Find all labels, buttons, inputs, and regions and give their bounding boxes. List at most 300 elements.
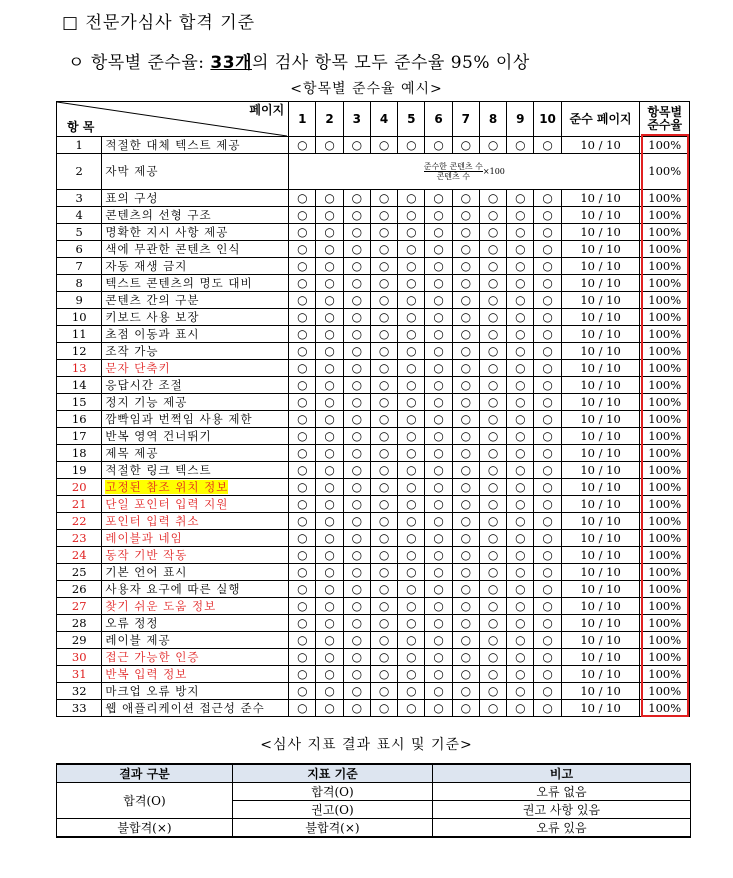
item-name-text: 콘텐츠의 선형 구조 — [105, 207, 212, 222]
check-circle: ○ — [479, 445, 506, 462]
item-name — [102, 241, 289, 258]
check-circle: ○ — [343, 666, 370, 683]
item-number: 22 — [57, 513, 102, 530]
check-circle: ○ — [507, 190, 534, 207]
check-circle: ○ — [316, 258, 343, 275]
item-rate: 100% — [640, 309, 690, 326]
item-name — [102, 428, 289, 445]
check-circle: ○ — [316, 207, 343, 224]
table-row — [57, 683, 690, 700]
table-row — [57, 292, 690, 309]
item-number: 33 — [57, 700, 102, 717]
page-col-header: 2 — [316, 102, 343, 137]
table-row — [57, 411, 690, 428]
check-circle: ○ — [370, 649, 397, 666]
check-circle: ○ — [425, 326, 452, 343]
check-circle: ○ — [316, 564, 343, 581]
item-name — [102, 496, 289, 513]
check-circle: ○ — [398, 615, 425, 632]
table-row — [57, 309, 690, 326]
check-circle: ○ — [370, 547, 397, 564]
table-row — [57, 649, 690, 666]
item-name-text: 키보드 사용 보장 — [105, 309, 200, 324]
check-circle: ○ — [452, 258, 479, 275]
check-circle: ○ — [343, 547, 370, 564]
check-circle: ○ — [425, 137, 452, 154]
item-rate: 100% — [640, 360, 690, 377]
check-circle: ○ — [479, 377, 506, 394]
check-circle: ○ — [507, 513, 534, 530]
check-circle: ○ — [343, 394, 370, 411]
check-circle: ○ — [425, 275, 452, 292]
result-header-cell: 지표 기준 — [233, 764, 433, 783]
compliant-pages: 10 / 10 — [561, 462, 640, 479]
check-circle: ○ — [479, 309, 506, 326]
check-circle: ○ — [343, 462, 370, 479]
check-circle: ○ — [316, 428, 343, 445]
item-number: 15 — [57, 394, 102, 411]
check-circle: ○ — [316, 190, 343, 207]
check-circle: ○ — [289, 513, 316, 530]
table-row — [57, 326, 690, 343]
check-circle: ○ — [398, 207, 425, 224]
check-circle: ○ — [398, 479, 425, 496]
item-rate: 100% — [640, 275, 690, 292]
check-circle: ○ — [534, 394, 561, 411]
check-circle: ○ — [343, 496, 370, 513]
item-name — [102, 462, 289, 479]
check-circle: ○ — [452, 479, 479, 496]
check-circle: ○ — [343, 360, 370, 377]
check-circle: ○ — [370, 632, 397, 649]
item-name — [102, 513, 289, 530]
check-circle: ○ — [289, 411, 316, 428]
check-circle: ○ — [289, 666, 316, 683]
check-circle: ○ — [534, 530, 561, 547]
table-row — [57, 530, 690, 547]
check-circle: ○ — [398, 190, 425, 207]
check-circle: ○ — [343, 530, 370, 547]
formula-multiplier: ×100 — [482, 167, 505, 176]
table-row — [57, 666, 690, 683]
check-circle: ○ — [316, 666, 343, 683]
check-circle: ○ — [425, 581, 452, 598]
item-name — [102, 649, 289, 666]
compliant-pages: 10 / 10 — [561, 411, 640, 428]
item-name-text: 포인터 입력 취소 — [105, 513, 200, 528]
check-circle: ○ — [316, 513, 343, 530]
check-circle: ○ — [452, 309, 479, 326]
check-circle: ○ — [343, 564, 370, 581]
check-circle: ○ — [289, 360, 316, 377]
check-circle: ○ — [507, 224, 534, 241]
item-number: 32 — [57, 683, 102, 700]
item-name-text: 웹 애플리케이션 접근성 준수 — [105, 700, 265, 715]
page-col-header: 9 — [507, 102, 534, 137]
check-circle: ○ — [398, 581, 425, 598]
item-rate: 100% — [640, 530, 690, 547]
item-number: 21 — [57, 496, 102, 513]
check-circle: ○ — [289, 377, 316, 394]
check-circle: ○ — [507, 343, 534, 360]
check-circle: ○ — [479, 411, 506, 428]
item-name — [102, 683, 289, 700]
item-rate: 100% — [640, 683, 690, 700]
check-circle: ○ — [289, 207, 316, 224]
check-circle: ○ — [398, 224, 425, 241]
item-name-text: 콘텐츠 간의 구분 — [105, 292, 200, 307]
check-circle: ○ — [534, 428, 561, 445]
check-circle: ○ — [316, 343, 343, 360]
check-circle: ○ — [534, 360, 561, 377]
check-circle: ○ — [343, 411, 370, 428]
check-circle: ○ — [534, 207, 561, 224]
check-circle: ○ — [343, 683, 370, 700]
item-name — [102, 207, 289, 224]
item-number: 27 — [57, 598, 102, 615]
criterion-cell: 합격(O) — [233, 783, 433, 801]
page-col-header: 6 — [425, 102, 452, 137]
check-circle: ○ — [398, 394, 425, 411]
check-circle: ○ — [479, 666, 506, 683]
check-circle: ○ — [452, 137, 479, 154]
check-circle: ○ — [343, 615, 370, 632]
check-circle: ○ — [534, 581, 561, 598]
check-circle: ○ — [316, 137, 343, 154]
check-circle: ○ — [370, 326, 397, 343]
check-circle: ○ — [370, 666, 397, 683]
check-circle: ○ — [398, 598, 425, 615]
check-circle: ○ — [479, 700, 506, 717]
table-row — [57, 581, 690, 598]
check-circle: ○ — [534, 615, 561, 632]
item-rate: 100% — [640, 411, 690, 428]
check-circle: ○ — [316, 598, 343, 615]
check-circle: ○ — [398, 683, 425, 700]
result-header-cell: 결과 구분 — [57, 764, 233, 783]
check-circle: ○ — [452, 530, 479, 547]
item-rate: 100% — [640, 462, 690, 479]
check-circle: ○ — [289, 190, 316, 207]
check-circle: ○ — [452, 360, 479, 377]
check-circle: ○ — [289, 258, 316, 275]
check-circle: ○ — [316, 292, 343, 309]
check-circle: ○ — [370, 343, 397, 360]
table-row — [57, 598, 690, 615]
check-circle: ○ — [507, 479, 534, 496]
check-circle: ○ — [507, 683, 534, 700]
item-name-text: 레이블 제공 — [105, 632, 171, 647]
item-number: 1 — [57, 137, 102, 154]
check-circle: ○ — [534, 547, 561, 564]
check-circle: ○ — [316, 615, 343, 632]
check-circle: ○ — [425, 462, 452, 479]
check-circle: ○ — [370, 207, 397, 224]
check-circle: ○ — [534, 598, 561, 615]
compliant-pages: 10 / 10 — [561, 207, 640, 224]
result-caption: <심사 지표 결과 표시 및 기준> — [260, 737, 473, 753]
check-circle: ○ — [425, 377, 452, 394]
check-circle: ○ — [370, 377, 397, 394]
check-circle: ○ — [398, 360, 425, 377]
item-rate: 100% — [640, 598, 690, 615]
check-circle: ○ — [370, 581, 397, 598]
item-rate: 100% — [640, 581, 690, 598]
check-circle: ○ — [507, 462, 534, 479]
check-circle: ○ — [507, 137, 534, 154]
item-number: 7 — [57, 258, 102, 275]
check-circle: ○ — [370, 309, 397, 326]
compliant-pages: 10 / 10 — [561, 292, 640, 309]
check-circle: ○ — [370, 360, 397, 377]
compliant-pages: 10 / 10 — [561, 137, 640, 154]
compliant-pages-header: 준수 페이지 — [561, 102, 640, 137]
check-circle: ○ — [425, 394, 452, 411]
check-circle: ○ — [370, 190, 397, 207]
compliant-pages: 10 / 10 — [561, 394, 640, 411]
check-circle: ○ — [343, 241, 370, 258]
table-row — [57, 377, 690, 394]
table-row — [57, 137, 690, 154]
check-circle: ○ — [289, 292, 316, 309]
item-number: 26 — [57, 581, 102, 598]
item-number: 6 — [57, 241, 102, 258]
item-name — [102, 258, 289, 275]
check-circle: ○ — [452, 326, 479, 343]
check-circle: ○ — [507, 649, 534, 666]
check-circle: ○ — [398, 411, 425, 428]
check-circle: ○ — [370, 513, 397, 530]
check-circle: ○ — [452, 428, 479, 445]
item-rate: 100% — [640, 258, 690, 275]
item-number: 2 — [57, 154, 102, 190]
item-rate: 100% — [640, 326, 690, 343]
item-name — [102, 394, 289, 411]
subtitle-prefix: ㅇ 항목별 준수율: — [68, 53, 211, 73]
item-rate: 100% — [640, 137, 690, 154]
item-number: 11 — [57, 326, 102, 343]
check-circle: ○ — [370, 275, 397, 292]
check-circle: ○ — [425, 649, 452, 666]
item-name — [102, 154, 289, 190]
check-circle: ○ — [534, 700, 561, 717]
page-header-label: 페이지 — [249, 103, 285, 117]
note-cell: 오류 없음 — [433, 783, 691, 801]
compliant-pages: 10 / 10 — [561, 479, 640, 496]
check-circle: ○ — [425, 632, 452, 649]
item-name-text: 사용자 요구에 따른 실행 — [105, 581, 241, 596]
check-circle: ○ — [534, 683, 561, 700]
page-col-header: 1 — [289, 102, 316, 137]
check-circle: ○ — [316, 683, 343, 700]
check-circle: ○ — [534, 137, 561, 154]
item-header-label: 항 목 — [67, 120, 95, 134]
check-circle: ○ — [316, 479, 343, 496]
item-name — [102, 343, 289, 360]
item-number: 4 — [57, 207, 102, 224]
check-circle: ○ — [370, 428, 397, 445]
check-circle: ○ — [370, 564, 397, 581]
compliant-pages: 10 / 10 — [561, 598, 640, 615]
check-circle: ○ — [534, 309, 561, 326]
compliant-pages: 10 / 10 — [561, 360, 640, 377]
item-name — [102, 615, 289, 632]
check-circle: ○ — [316, 360, 343, 377]
check-circle: ○ — [398, 343, 425, 360]
check-circle: ○ — [534, 258, 561, 275]
check-circle: ○ — [343, 190, 370, 207]
result-header-cell: 비고 — [433, 764, 691, 783]
compliant-pages: 10 / 10 — [561, 683, 640, 700]
check-circle: ○ — [425, 564, 452, 581]
item-rate: 100% — [640, 154, 690, 190]
check-circle: ○ — [343, 649, 370, 666]
check-circle: ○ — [289, 343, 316, 360]
item-rate: 100% — [640, 241, 690, 258]
item-name — [102, 564, 289, 581]
item-name-text: 조작 가능 — [105, 343, 159, 358]
check-circle: ○ — [479, 275, 506, 292]
item-rate: 100% — [640, 513, 690, 530]
item-name — [102, 292, 289, 309]
check-circle: ○ — [479, 632, 506, 649]
item-number: 24 — [57, 547, 102, 564]
check-circle: ○ — [479, 326, 506, 343]
check-circle: ○ — [452, 292, 479, 309]
check-circle: ○ — [289, 547, 316, 564]
check-circle: ○ — [507, 564, 534, 581]
check-circle: ○ — [398, 428, 425, 445]
compliant-pages: 10 / 10 — [561, 615, 640, 632]
check-circle: ○ — [452, 513, 479, 530]
check-circle: ○ — [479, 241, 506, 258]
check-circle: ○ — [398, 377, 425, 394]
check-circle: ○ — [425, 224, 452, 241]
item-number: 19 — [57, 462, 102, 479]
compliant-pages: 10 / 10 — [561, 275, 640, 292]
table-row — [57, 360, 690, 377]
check-circle: ○ — [289, 564, 316, 581]
check-circle: ○ — [343, 224, 370, 241]
check-circle: ○ — [507, 360, 534, 377]
compliant-pages: 10 / 10 — [561, 343, 640, 360]
check-circle: ○ — [479, 581, 506, 598]
check-circle: ○ — [316, 411, 343, 428]
item-name-text: 자막 제공 — [105, 164, 159, 178]
check-circle: ○ — [343, 207, 370, 224]
table-row — [57, 564, 690, 581]
check-circle: ○ — [479, 428, 506, 445]
item-rate: 100% — [640, 377, 690, 394]
check-circle: ○ — [479, 190, 506, 207]
check-circle: ○ — [425, 683, 452, 700]
check-circle: ○ — [507, 326, 534, 343]
item-name-text: 레이블과 네임 — [105, 530, 183, 545]
item-count: 33개 — [210, 53, 252, 73]
table-row — [57, 190, 690, 207]
item-name-text: 정지 기능 제공 — [105, 394, 188, 409]
check-circle: ○ — [507, 411, 534, 428]
table-row — [57, 258, 690, 275]
item-name-text: 오류 정정 — [105, 615, 159, 630]
item-number: 18 — [57, 445, 102, 462]
item-name-text: 응답시간 조절 — [105, 377, 183, 392]
item-name — [102, 190, 289, 207]
check-circle: ○ — [289, 683, 316, 700]
item-name-text: 반복 입력 정보 — [105, 666, 188, 681]
check-circle: ○ — [370, 224, 397, 241]
check-circle: ○ — [289, 479, 316, 496]
check-circle: ○ — [343, 258, 370, 275]
check-circle: ○ — [343, 137, 370, 154]
item-name-text: 적절한 링크 텍스트 — [105, 462, 212, 477]
check-circle: ○ — [452, 190, 479, 207]
check-circle: ○ — [507, 598, 534, 615]
table-row — [57, 394, 690, 411]
check-circle: ○ — [370, 700, 397, 717]
compliant-pages: 10 / 10 — [561, 700, 640, 717]
item-rate: 100% — [640, 547, 690, 564]
check-circle: ○ — [534, 462, 561, 479]
check-circle: ○ — [316, 547, 343, 564]
check-circle: ○ — [289, 581, 316, 598]
item-name — [102, 326, 289, 343]
item-name — [102, 666, 289, 683]
table-row — [57, 445, 690, 462]
table-row — [57, 224, 690, 241]
check-circle: ○ — [425, 700, 452, 717]
check-circle: ○ — [316, 326, 343, 343]
check-circle: ○ — [289, 615, 316, 632]
check-circle: ○ — [425, 309, 452, 326]
item-rate: 100% — [640, 700, 690, 717]
check-circle: ○ — [534, 343, 561, 360]
check-circle: ○ — [316, 394, 343, 411]
check-circle: ○ — [425, 496, 452, 513]
check-circle: ○ — [398, 530, 425, 547]
check-circle: ○ — [398, 309, 425, 326]
check-circle: ○ — [289, 428, 316, 445]
check-circle: ○ — [425, 530, 452, 547]
check-circle: ○ — [370, 496, 397, 513]
item-name — [102, 445, 289, 462]
check-circle: ○ — [398, 462, 425, 479]
check-circle: ○ — [289, 326, 316, 343]
item-number: 28 — [57, 615, 102, 632]
check-circle: ○ — [316, 377, 343, 394]
check-circle: ○ — [507, 377, 534, 394]
check-circle: ○ — [289, 309, 316, 326]
check-circle: ○ — [507, 496, 534, 513]
check-circle: ○ — [398, 564, 425, 581]
check-circle: ○ — [534, 292, 561, 309]
compliant-pages: 10 / 10 — [561, 445, 640, 462]
item-rate: 100% — [640, 666, 690, 683]
check-circle: ○ — [534, 496, 561, 513]
check-circle: ○ — [452, 564, 479, 581]
check-circle: ○ — [425, 547, 452, 564]
diagonal-header-cell — [57, 102, 289, 137]
check-circle: ○ — [343, 581, 370, 598]
item-name — [102, 411, 289, 428]
check-circle: ○ — [343, 598, 370, 615]
check-circle: ○ — [289, 137, 316, 154]
item-number: 31 — [57, 666, 102, 683]
table-row — [57, 479, 690, 496]
compliant-pages: 10 / 10 — [561, 632, 640, 649]
check-circle: ○ — [507, 581, 534, 598]
table-row — [57, 462, 690, 479]
